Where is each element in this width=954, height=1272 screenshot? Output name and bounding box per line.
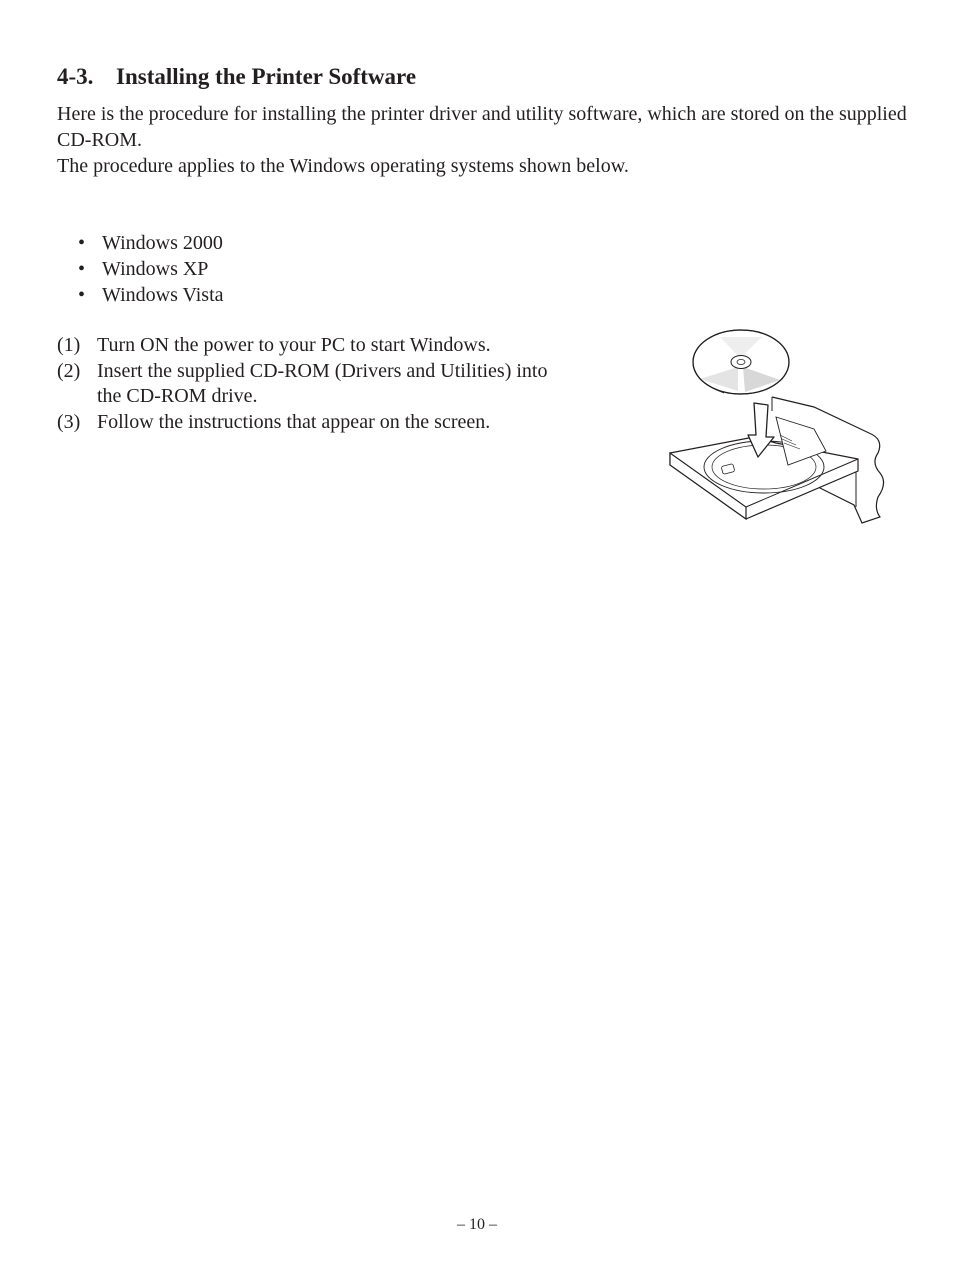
os-list [78, 230, 224, 308]
list-item [78, 282, 224, 308]
section-heading [57, 64, 416, 90]
step-item [57, 410, 557, 436]
section-number: 4-3. [57, 64, 94, 89]
step-text: Turn ON the power to your PC to start Windows. [97, 334, 491, 356]
bullet: • [78, 232, 86, 254]
page-number: – 10 – [457, 1216, 497, 1233]
os-name: Windows XP [102, 258, 209, 280]
os-name: Windows 2000 [102, 232, 223, 254]
step-item [57, 359, 557, 410]
cd-insert-illustration [664, 325, 894, 535]
os-name: Windows Vista [102, 284, 224, 306]
intro-paragraph-1: Here is the procedure for installing the printer driver and utility software, which are stored on the supplied CD-ROM. [57, 103, 907, 151]
bullet: • [78, 284, 86, 306]
bullet: • [78, 258, 86, 280]
step-item [57, 333, 557, 359]
procedure-steps [57, 333, 557, 435]
step-number: (1) [57, 334, 81, 356]
intro-text [57, 101, 907, 179]
cd-drive-icon [664, 325, 894, 535]
list-item [78, 256, 224, 282]
intro-paragraph-2: The procedure applies to the Windows operating systems shown below. [57, 155, 629, 177]
step-number: (2) [57, 359, 81, 382]
step-number: (3) [57, 410, 81, 433]
step-text: Follow the instructions that appear on the screen. [97, 410, 491, 433]
step-text: Insert the supplied CD-ROM (Drivers and Utilities) into the CD-ROM drive. [97, 359, 548, 407]
list-item [78, 230, 224, 256]
cd-disc [693, 330, 789, 394]
section-title: Installing the Printer Software [116, 64, 417, 89]
